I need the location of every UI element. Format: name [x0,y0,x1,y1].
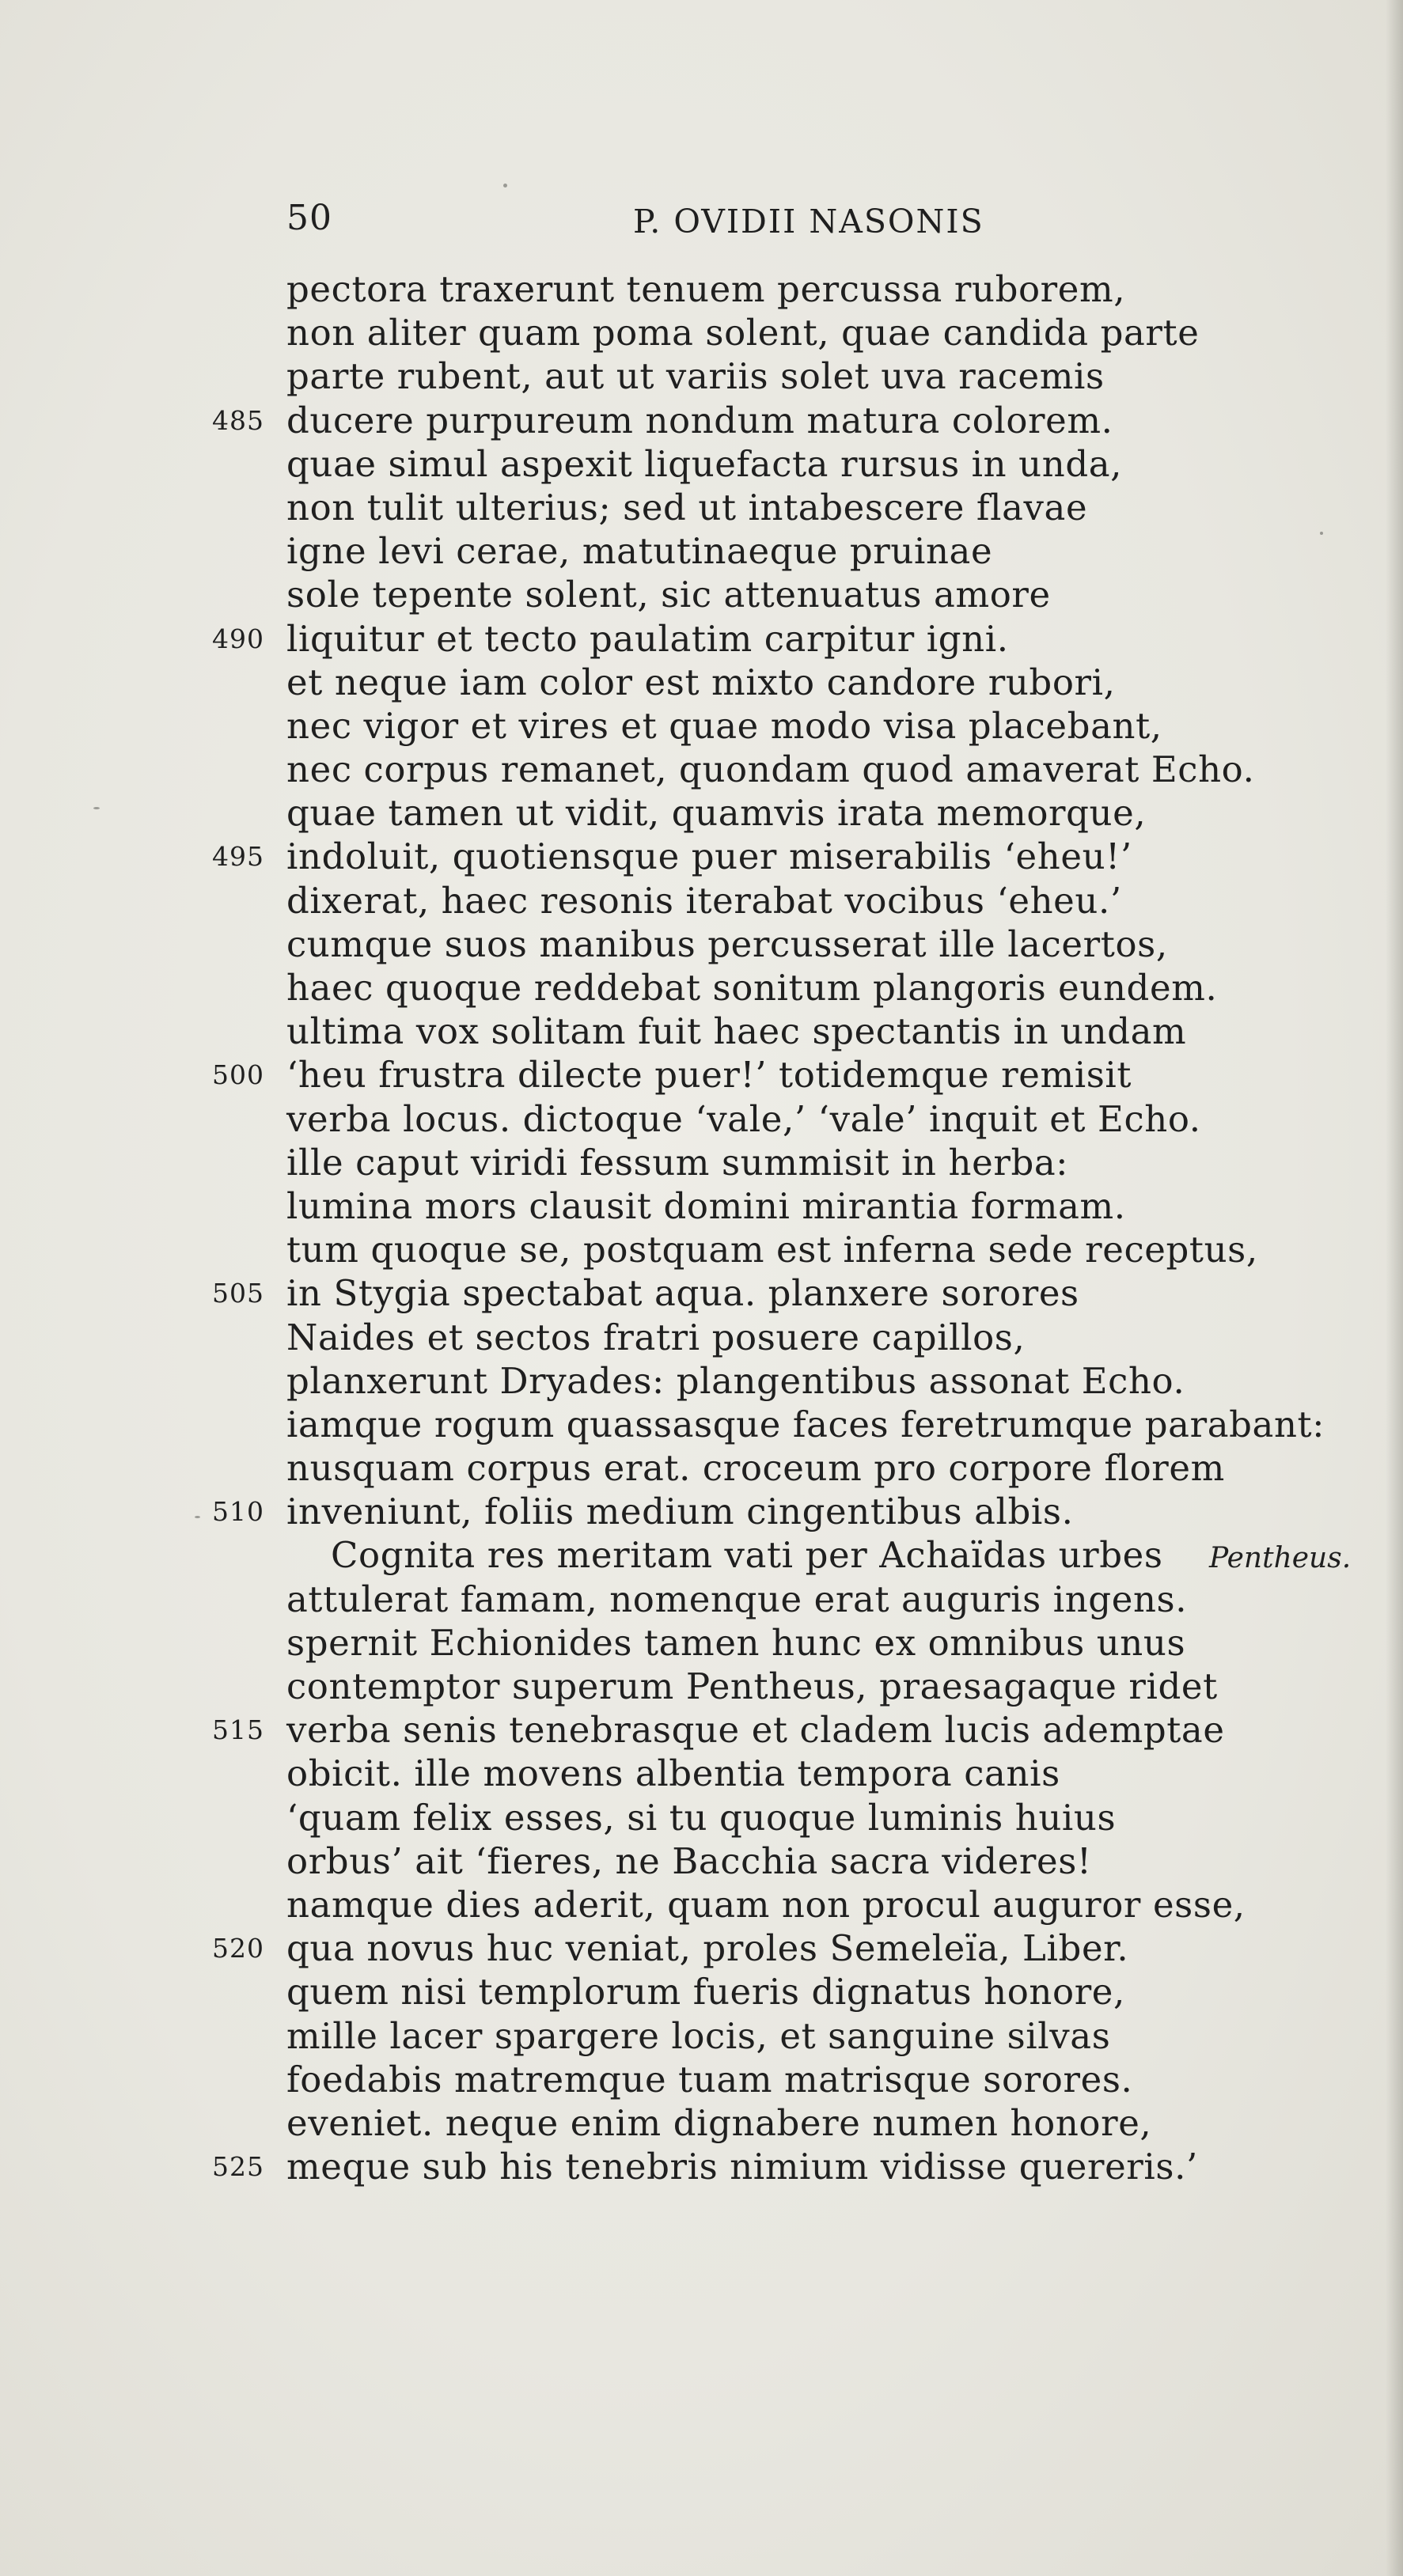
verse-text: meque sub his tenebris nimium vidisse quereris.’ [286,2146,1198,2188]
verse-text: eveniet. neque enim dignabere numen honore, [286,2101,1152,2144]
verse-line [0,2058,1403,2101]
line-number: 485 [212,404,264,436]
verse-text: non tulit ulterius; sed ut intabescere flavae [286,486,1088,528]
poem-body [0,267,1403,2188]
verse-line [0,311,1403,354]
verse-text: ultima vox solitam fuit haec spectantis in undam [286,1010,1187,1053]
verse-line [0,1796,1403,1839]
verse-line [0,704,1403,748]
verse-line [0,1490,1403,1533]
page-header [286,198,1014,245]
verse-line [0,1403,1403,1446]
verse-line [0,267,1403,311]
verse-text: nec vigor et vires et quae modo visa placebant, [286,704,1162,747]
verse-line [0,573,1403,616]
verse-text: namque dies aderit, quam non procul auguror esse, [286,1883,1246,1926]
verse-text: nusquam corpus erat. croceum pro corpore florem [286,1447,1225,1490]
verse-text: spernit Echionides tamen hunc ex omnibus unus [286,1621,1186,1664]
verse-line [0,1708,1403,1752]
verse-text: ducere purpureum nondum matura colorem. [286,399,1113,441]
paper-speck [503,184,507,188]
verse-text: planxerunt Dryades: plangentibus assonat Echo. [286,1359,1185,1402]
line-number: 510 [212,1496,264,1528]
verse-line [0,879,1403,922]
verse-line [0,529,1403,573]
verse-line [0,1621,1403,1665]
verse-line [0,1446,1403,1490]
verse-text: indoluit, quotiensque puer miserabilis ‘eheu!’ [286,835,1132,878]
verse-text: ille caput viridi fessum summisit in herba: [286,1141,1069,1184]
verse-line [0,1359,1403,1403]
verse-text: obicit. ille movens albentia tempora canis [286,1752,1060,1795]
verse-text: contemptor superum Pentheus, praesagaque ridet [286,1665,1218,1707]
page-number: 50 [286,198,332,238]
line-number: 515 [212,1714,264,1746]
verse-text: verba locus. dictoque ‘vale,’ ‘vale’ inquit et Echo. [286,1097,1201,1140]
verse-text: nec corpus remanet, quondam quod amaverat Echo. [286,748,1255,791]
verse-line [0,1839,1403,1883]
verse-line [0,1926,1403,1970]
verse-text: quem nisi templorum fueris dignatus honore, [286,1971,1125,2013]
verse-line [0,1184,1403,1228]
verse-text: igne levi cerae, matutinaeque pruinae [286,530,993,573]
verse-text: lumina mors clausit domini mirantia formam. [286,1184,1126,1227]
verse-line [0,791,1403,835]
verse-text: iamque rogum quassasque faces feretrumque parabant: [286,1403,1325,1445]
verse-line [0,1665,1403,1708]
verse-line [0,966,1403,1010]
verse-text: attulerat famam, nomenque erat auguris ingens. [286,1578,1188,1620]
line-number: 500 [212,1059,264,1091]
verse-line [0,1010,1403,1053]
verse-text: sole tepente solent, sic attenuatus amore [286,574,1051,616]
verse-text: in Stygia spectabat aqua. planxere sorores [286,1272,1079,1315]
verse-text: liquitur et tecto paulatim carpitur igni. [286,617,1009,660]
verse-line [0,835,1403,878]
verse-text: pectora traxerunt tenuem percussa ruborem, [286,268,1126,310]
verse-text: ‘heu frustra dilecte puer!’ totidemque remisit [286,1054,1132,1097]
verse-line [0,617,1403,661]
verse-line [0,1141,1403,1184]
verse-line [0,661,1403,704]
verse-text: qua novus huc veniat, proles Semeleïa, Liber. [286,1927,1129,1970]
verse-line [0,442,1403,486]
verse-line [0,922,1403,966]
verse-text: mille lacer spargere locis, et sanguine silvas [286,2014,1111,2057]
verse-line [0,1097,1403,1141]
verse-text: Naides et sectos fratri posuere capillos, [286,1316,1026,1358]
verse-text: haec quoque reddebat sonitum plangoris eundem. [286,967,1218,1009]
verse-text: non aliter quam poma solent, quae candida parte [286,312,1200,354]
verse-line [0,1228,1403,1271]
verse-line [0,1578,1403,1621]
verse-line [0,354,1403,398]
verse-line [0,2014,1403,2058]
running-title: P. OVIDII NASONIS [633,203,984,241]
verse-text: et neque iam color est mixto candore rubori, [286,661,1116,703]
line-number: 495 [212,841,264,873]
verse-line [0,1316,1403,1359]
verse-text: foedabis matremque tuam matrisque sorores. [286,2058,1133,2101]
verse-text: verba senis tenebrasque et cladem lucis ademptae [286,1709,1225,1752]
verse-line [0,748,1403,791]
margin-note: Pentheus. [1209,1542,1352,1575]
verse-line [0,2101,1403,2145]
verse-text: Cognita res meritam vati per Achaïdas urbes [331,1534,1163,1577]
verse-line [0,1533,1403,1577]
verse-line [0,1752,1403,1795]
line-number: 490 [212,623,264,654]
verse-line [0,1970,1403,2013]
verse-line [0,1053,1403,1097]
verse-text: inveniunt, foliis medium cingentibus albis. [286,1491,1074,1533]
verse-text: quae simul aspexit liquefacta rursus in unda, [286,442,1123,485]
verse-line [0,2145,1403,2188]
verse-line [0,1883,1403,1926]
verse-text: ‘quam felix esses, si tu quoque luminis huius [286,1796,1117,1839]
verse-text: tum quoque se, postquam est inferna sede receptus, [286,1229,1258,1271]
line-number: 505 [212,1278,264,1309]
verse-line [0,1271,1403,1315]
verse-text: quae tamen ut vidit, quamvis irata memorque, [286,792,1147,835]
verse-line [0,486,1403,529]
verse-text: parte rubent, aut ut variis solet uva racemis [286,355,1105,398]
verse-line [0,399,1403,442]
verse-text: cumque suos manibus percusserat ille lacertos, [286,922,1168,965]
verse-text: orbus’ ait ‘fieres, ne Bacchia sacra videres! [286,1839,1092,1882]
verse-text: dixerat, haec resonis iterabat vocibus ‘eheu.’ [286,879,1122,922]
line-number: 525 [212,2151,264,2183]
line-number: 520 [212,1933,264,1964]
